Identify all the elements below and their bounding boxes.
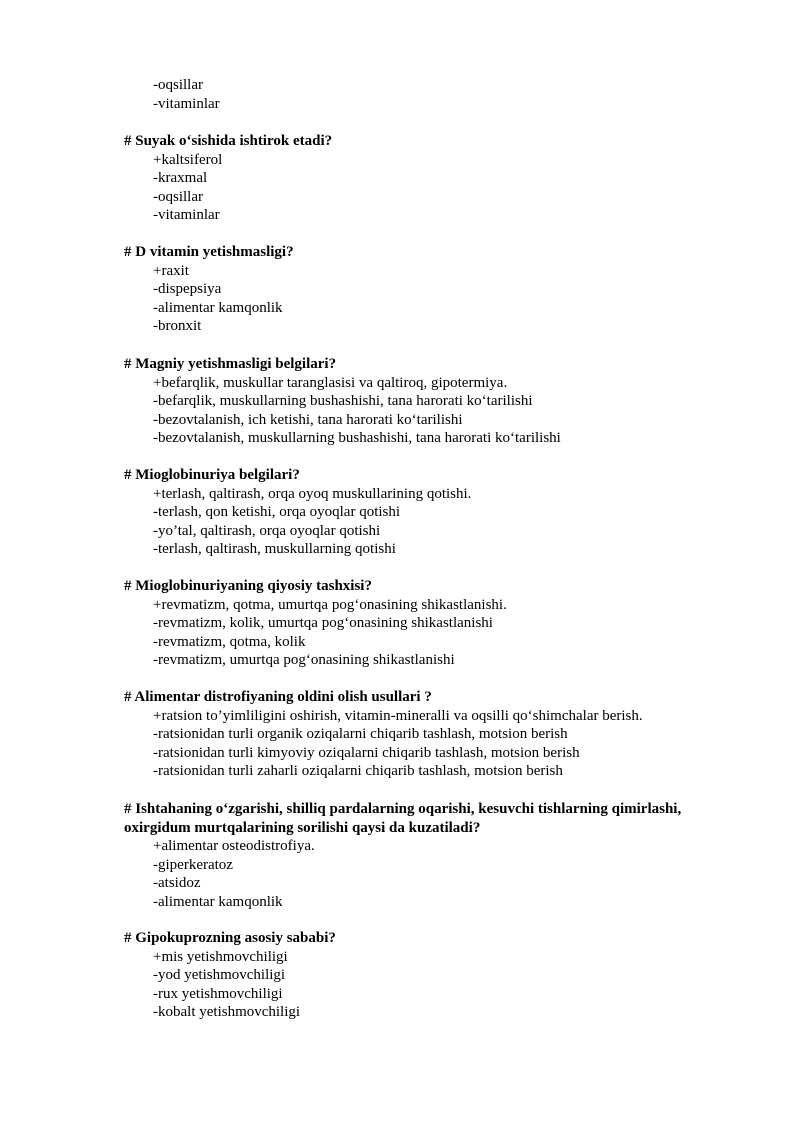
answer-option: -bronxit <box>153 318 202 334</box>
answer-option: +kaltsiferol <box>153 151 223 168</box>
answer-option: -rux yetishmovchiligi <box>153 985 283 1002</box>
answer-list <box>124 374 744 448</box>
answer-list <box>124 948 744 1022</box>
answer-option: -alimentar kamqonlik <box>153 893 283 910</box>
answer-option: +raxit <box>153 262 189 279</box>
answer-option: -alimentar kamqonlik <box>153 299 283 316</box>
answer-list <box>124 76 744 113</box>
answer-option: +befarqlik, muskullar taranglasisi va qaltiroq, gipotermiya. <box>153 374 508 391</box>
question-block <box>124 355 744 448</box>
answer-option: -yod yetishmovchiligi <box>153 967 286 983</box>
answer-option: -ratsionidan turli zaharli oziqalarni chiqarib tashlash, motsion berish <box>153 763 563 779</box>
answer-option: -revmatizm, qotma, kolik <box>153 633 306 650</box>
answer-option: +ratsion to’yimliligini oshirish, vitamin-mineralli va oqsilli qo‘shimchalar berish. <box>153 707 643 724</box>
question-heading: # Mioglobinuriyaning qiyosiy tashxisi? <box>124 578 372 594</box>
question-heading: # Alimentar distrofiyaning oldini olish usullari ? <box>124 689 432 705</box>
answer-option: -kraxmal <box>153 170 208 186</box>
question-heading: # Mioglobinuriya belgilari? <box>124 467 300 483</box>
answer-list <box>124 707 744 781</box>
question-heading: # D vitamin yetishmasligi? <box>124 244 294 260</box>
answer-option: +terlash, qaltirash, orqa oyoq muskullarining qotishi. <box>153 485 472 502</box>
answer-option: -yo’tal, qaltirash, orqa oyoqlar qotishi <box>153 522 381 539</box>
question-block <box>124 466 744 559</box>
answer-list <box>124 262 744 336</box>
answer-option: -vitaminlar <box>153 207 220 223</box>
question-heading: # Magniy yetishmasligi belgilari? <box>124 356 337 372</box>
answer-option: -vitaminlar <box>153 95 220 112</box>
answer-option: -oqsillar <box>153 77 203 93</box>
answer-option: -bezovtalanish, muskullarning bushashishi, tana harorati ko‘tarilishi <box>153 430 561 446</box>
answer-option: -terlash, qon ketishi, orqa oyoqlar qotishi <box>153 504 401 520</box>
answer-option: -dispepsiya <box>153 281 222 297</box>
question-block <box>124 243 744 336</box>
answer-option: -ratsionidan turli organik oziqalarni chiqarib tashlash, motsion berish <box>153 726 568 742</box>
question-block <box>124 132 744 225</box>
answer-option: -revmatizm, kolik, umurtqa pog‘onasining shikastlanishi <box>153 615 493 631</box>
answer-option: +mis yetishmovchiligi <box>153 948 288 965</box>
answer-list <box>124 485 744 559</box>
answer-option: +alimentar osteodistrofiya. <box>153 838 315 854</box>
answer-option: -befarqlik, muskullarning bushashishi, tana harorati ko‘tarilishi <box>153 393 533 409</box>
answer-option: -kobalt yetishmovchiligi <box>153 1004 301 1020</box>
question-block <box>124 688 744 781</box>
answer-option: -bezovtalanish, ich ketishi, tana harorati ko‘tarilishi <box>153 411 463 428</box>
question-block <box>124 929 744 1022</box>
question-heading: # Suyak o‘sishida ishtirok etadi? <box>124 133 333 149</box>
lead-answers-block <box>124 76 744 113</box>
answer-list <box>124 596 744 670</box>
answer-option: -atsidoz <box>153 875 201 891</box>
answer-option: -terlash, qaltirash, muskullarning qotishi <box>153 541 396 557</box>
answer-option: -oqsillar <box>153 188 203 205</box>
answer-option: -revmatizm, umurtqa pog‘onasining shikastlanishi <box>153 652 455 668</box>
answer-option: -giperkeratoz <box>153 856 233 873</box>
answer-option: -ratsionidan turli kimyoviy oziqalarni chiqarib tashlash, motsion berish <box>153 744 580 761</box>
answer-list <box>124 151 744 225</box>
question-block <box>124 577 744 670</box>
question-block <box>124 800 734 911</box>
question-heading: # Ishtahaning o‘zgarishi, shilliq pardalarning oqarishi, kesuvchi tishlarning qimirlashi, oxirgidum murtqalarining sorilishi qaysi da kuzatiladi? <box>124 801 682 836</box>
question-heading: # Gipokuprozning asosiy sababi? <box>124 930 336 946</box>
answer-option: +revmatizm, qotma, umurtqa pog‘onasining shikastlanishi. <box>153 596 507 613</box>
answer-list <box>124 837 734 911</box>
